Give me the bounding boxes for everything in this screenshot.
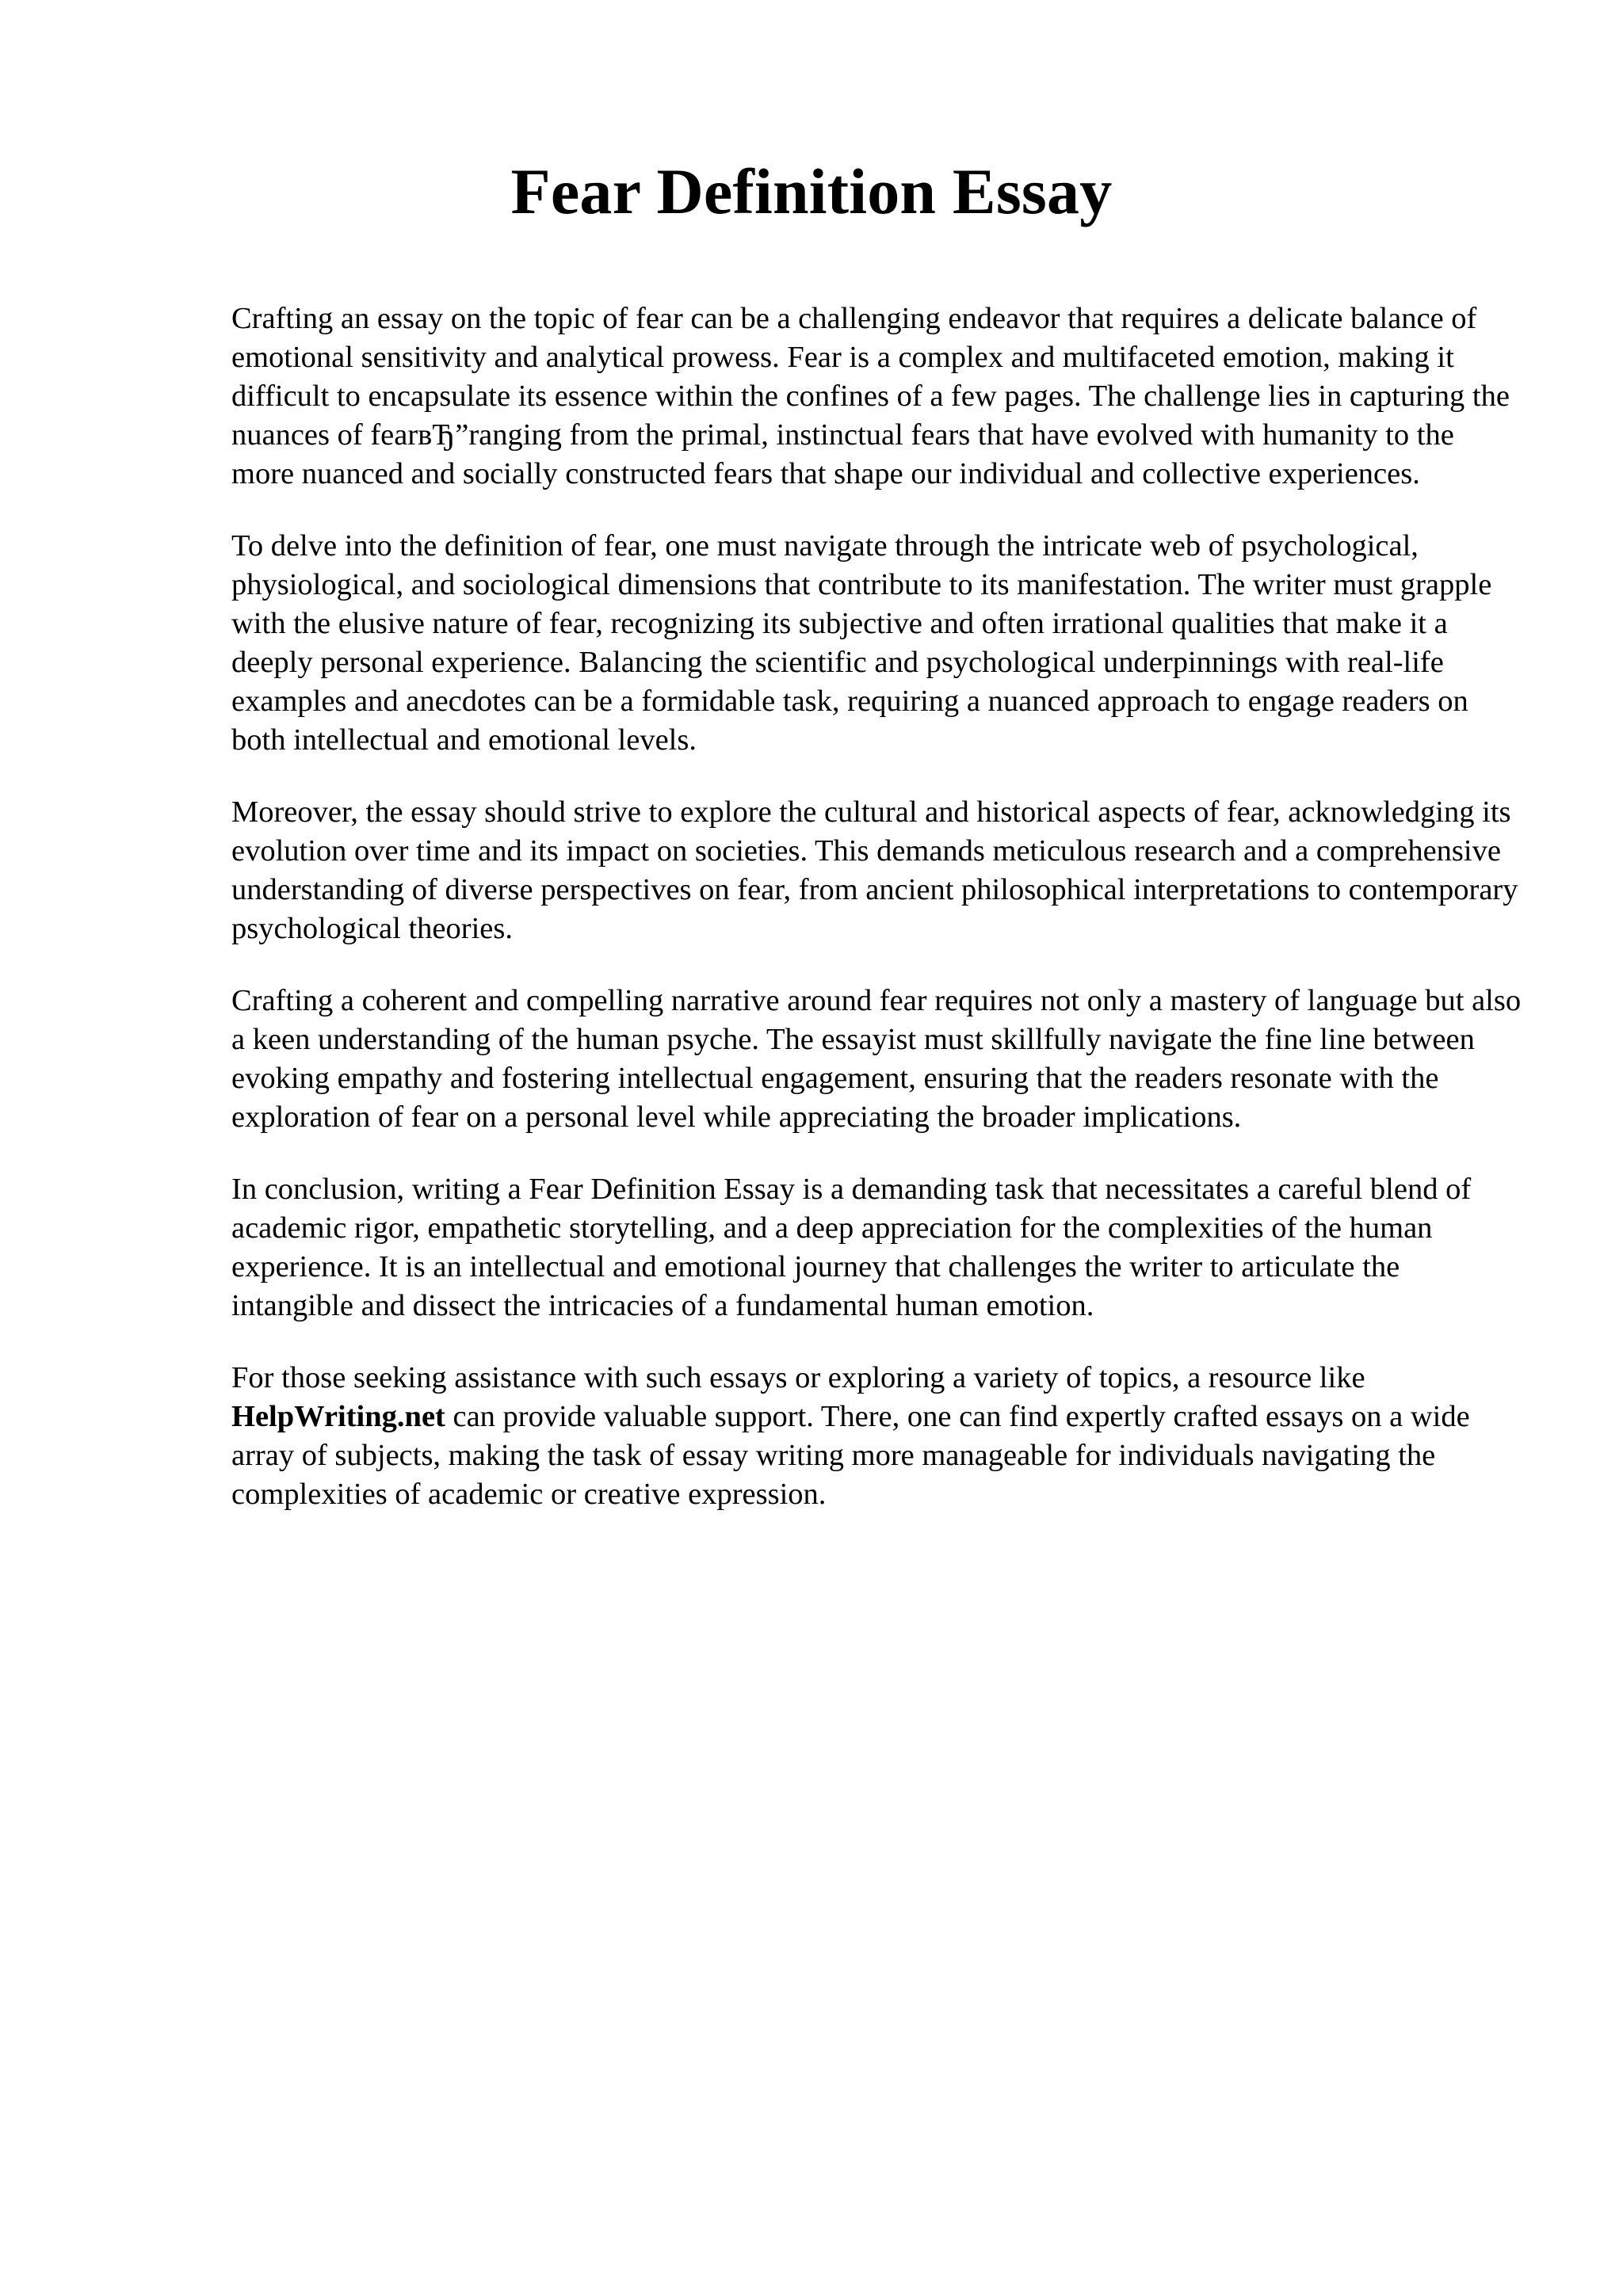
paragraph-4: Crafting a coherent and compelling narrative around fear requires not only a mastery of language but also a keen understanding of the human psyche. The essayist must skillfully navigate the fine line between evoking empathy and fostering intellectual engagement, ensuring that the readers resonate with the exploration of fear on a personal level while appreciating the broader implications. bbox=[231, 984, 1522, 1134]
paragraph-3: Moreover, the essay should strive to explore the cultural and historical aspects of fear, acknowledging its evolution over time and its impact on societies. This demands meticulous research and a comprehensive understanding of diverse perspectives on fear, from ancient philosophical interpretations to contemporary psychological theories. bbox=[231, 795, 1518, 945]
helpwriting-link[interactable]: HelpWriting.net bbox=[231, 1400, 445, 1433]
paragraph-5: In conclusion, writing a Fear Definition Essay is a demanding task that necessitates a careful blend of academic rigor, empathetic storytelling, and a deep appreciation for the complexities of the human experience. It is an intellectual and emotional journey that challenges the writer to articulate the intangible and dissect the intricacies of a fundamental human emotion. bbox=[231, 1173, 1472, 1322]
closing-paragraph bbox=[231, 1359, 1523, 1514]
essay-body bbox=[231, 299, 1523, 1547]
closing-text-before-link: For those seeking assistance with such essays or exploring a variety of topics, a resource like bbox=[231, 1361, 1365, 1394]
paragraph-1: Crafting an essay on the topic of fear can be a challenging endeavor that requires a delicate balance of emotional sensitivity and analytical prowess. Fear is a complex and multifaceted emotion, making it difficult to encapsulate its essence within the confines of a few pages. The challenge lies in capturing the nuances of fearвЂ”ranging from the primal, instinctual fears that have evolved with humanity to the more nuanced and socially constructed fears that shape our individual and collective experiences. bbox=[231, 302, 1510, 490]
page-title: Fear Definition Essay bbox=[510, 155, 1113, 227]
paragraph-2: To delve into the definition of fear, one must navigate through the intricate web of psychological, physiological, and sociological dimensions that contribute to its manifestation. The writer must grapple with the elusive nature of fear, recognizing its subjective and often irrational qualities that make it a deeply personal experience. Balancing the scientific and psychological underpinnings with real-life examples and anecdotes can be a formidable task, requiring a nuanced approach to engage readers on both intellectual and emotional levels. bbox=[231, 529, 1492, 757]
closing-text-after-link: can provide valuable support. There, one can find expertly crafted essays on a wide array of subjects, making the task of essay writing more manageable for individuals navigating the complexities of academic or creative expression. bbox=[231, 1400, 1470, 1511]
